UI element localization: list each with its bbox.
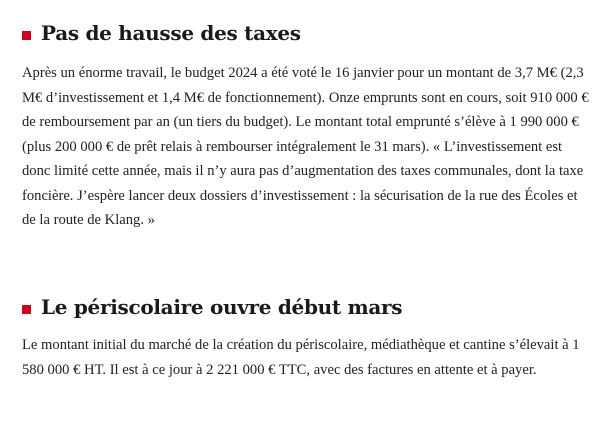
section-title: Pas de hausse des taxes	[41, 21, 301, 45]
section-periscolaire	[22, 292, 592, 382]
red-square-icon	[22, 305, 31, 314]
section-paragraph: Après un énorme travail, le budget 2024 a été voté le 16 janvier pour un montant de 3,7 M€ (2,3 M€ d’investissement et 1,4 M€ de fonctionnement). Onze emprunts sont en cours, soit 910 000 € de remboursement par an (un tiers du budget). Le montant total emprunté s’élève à 1 990 000 € (plus 200 000 € de prêt relais à rembourser intégralement le 31 mars). « L’investissement est donc limité cette année, mais il n’y aura pas d’augmentation des taxes communales, dont la taxe foncière. J’espère lancer deux dossiers d’investissement : la sécurisation de la rue des Écoles et de la route de Klang. »	[22, 65, 589, 228]
section-taxes	[22, 18, 592, 233]
red-square-icon	[22, 31, 31, 40]
section-paragraph: Le montant initial du marché de la création du périscolaire, médiathèque et cantine s’élevait à 1 580 000 € HT. Il est à ce jour à 2 221 000 € TTC, avec des factures en attente et à payer.	[22, 337, 580, 378]
section-title: Le périscolaire ouvre début mars	[41, 295, 403, 319]
section-heading	[22, 18, 592, 48]
section-heading	[22, 292, 592, 322]
